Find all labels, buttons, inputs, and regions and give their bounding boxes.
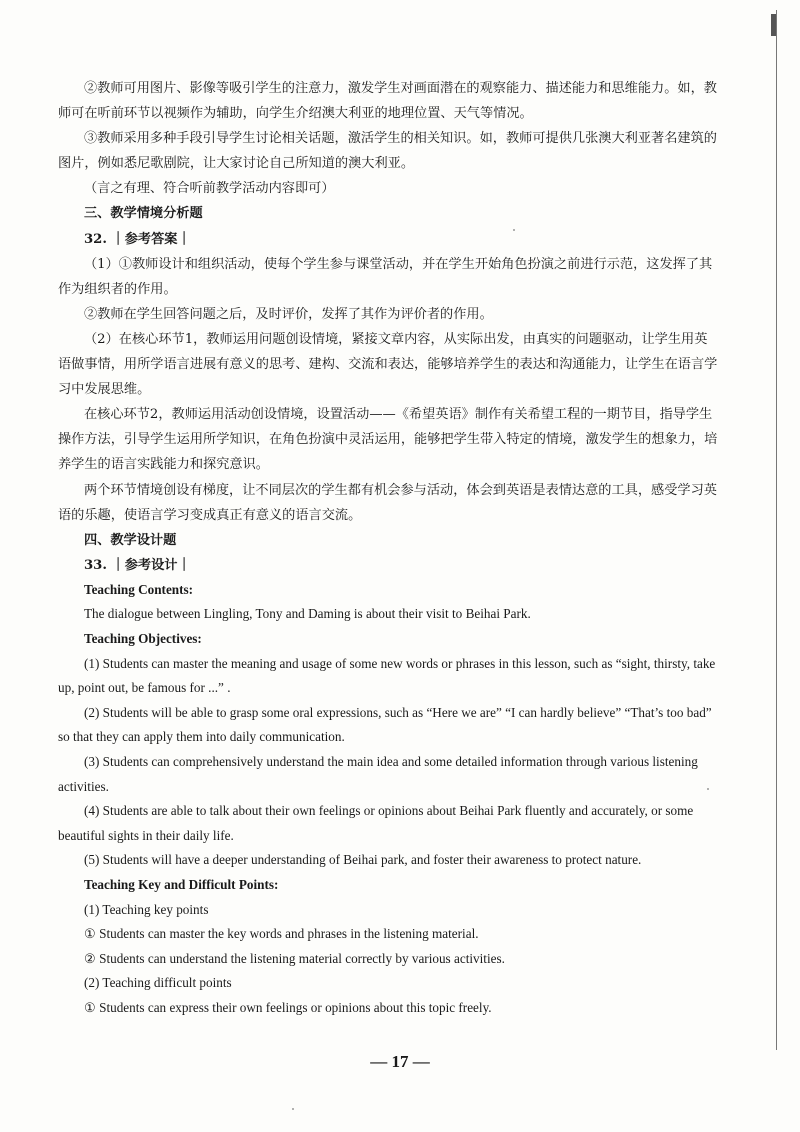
page-number: — 17 —	[370, 1052, 430, 1071]
page-edge-line	[776, 10, 777, 1050]
heading-teaching-contents: Teaching Contents:	[84, 581, 194, 597]
question-32-label: 32. ｜参考答案｜	[84, 231, 191, 247]
key-point-1: ① Students can master the key words and phrases in the listening material.	[84, 926, 479, 942]
heading-teaching-objectives: Teaching Objectives:	[84, 631, 202, 647]
paragraph-listening-pre-2: ②教师可用图片、影像等吸引学生的注意力，激发学生对画面潜在的观察能力、描述能力和思维能力。如，教师可在听前环节以视频作为辅助，向学生介绍澳大利亚的地理位置、天气等情况。	[58, 81, 717, 122]
heading-key-difficult-points: Teaching Key and Difficult Points:	[84, 877, 279, 892]
page-edge-mark	[771, 14, 776, 36]
difficult-points-label: (2) Teaching difficult points	[84, 975, 232, 991]
key-point-2: ② Students can understand the listening material correctly by various activities.	[84, 950, 505, 966]
section-heading-3: 三、教学情境分析题	[84, 206, 203, 222]
scan-speck	[513, 229, 515, 231]
objective-1: (1) Students can master the meaning and usage of some new words or phrases in this lesson, such as “sight, thirsty, take up, point out, be famous for ...” .	[58, 655, 716, 696]
teaching-contents-text: The dialogue between Lingling, Tony and Daming is about their visit to Beihai Park.	[84, 606, 531, 622]
answer-32-part1-b: ②教师在学生回答问题之后，及时评价，发挥了其作为评价者的作用。	[84, 306, 493, 322]
answer-32-part2-b: 在核心环节2，教师运用活动创设情境，设置活动——《希望英语》制作有关希望工程的一期节目，指导学生操作方法，引导学生运用所学知识，在角色扮演中灵活运用，能够把学生带入特定的情境，激发学生的想象力，培养学生的语言实践能力和探究意识。	[58, 407, 718, 473]
objective-2: (2) Students will be able to grasp some oral expressions, such as “Here we are” “I can hardly believe” “That’s too bad” so that they can apply them into daily communication.	[58, 704, 712, 745]
paragraph-note: （言之有理、符合听前教学活动内容即可）	[84, 181, 335, 197]
key-points-label: (1) Teaching key points	[84, 901, 209, 917]
document-body	[58, 76, 718, 1021]
answer-32-part2-c: 两个环节情境创设有梯度，让不同层次的学生都有机会参与活动，体会到英语是表情达意的工具，感受学习英语的乐趣，使语言学习变成真正有意义的语言交流。	[58, 482, 717, 523]
difficult-point-1: ① Students can express their own feelings or opinions about this topic freely.	[84, 999, 492, 1015]
paragraph-listening-pre-3: ③教师采用多种手段引导学生讨论相关话题，激活学生的相关知识。如，教师可提供几张澳大利亚著名建筑的图片，例如悉尼歌剧院，让大家讨论自己所知道的澳大利亚。	[58, 131, 717, 172]
scan-speck	[707, 788, 709, 790]
scan-speck	[292, 1108, 294, 1110]
objective-4: (4) Students are able to talk about their own feelings or opinions about Beihai Park fluently and accurately, or some beautiful sights in their daily life.	[58, 803, 694, 843]
answer-32-part2-a: （2）在核心环节1，教师运用问题创设情境，紧接文章内容，从实际出发，由真实的问题驱动，让学生用英语做事情，用所学语言进展有意义的思考、建构、交流和表达，能够培养学生的表达和沟通能力，让学生在语言学习中发展思维。	[58, 331, 718, 398]
question-33-label: 33. ｜参考设计｜	[84, 557, 191, 573]
objective-3: (3) Students can comprehensively understand the main idea and some detailed information through various listening activities.	[58, 754, 698, 794]
section-heading-4: 四、教学设计题	[84, 532, 177, 548]
objective-5: (5) Students will have a deeper understanding of Beihai park, and foster their awareness to protect nature.	[84, 852, 642, 868]
answer-32-part1-a: （1）①教师设计和组织活动，使每个学生参与课堂活动，并在学生开始角色扮演之前进行示范，这发挥了其作为组织者的作用。	[58, 256, 713, 297]
